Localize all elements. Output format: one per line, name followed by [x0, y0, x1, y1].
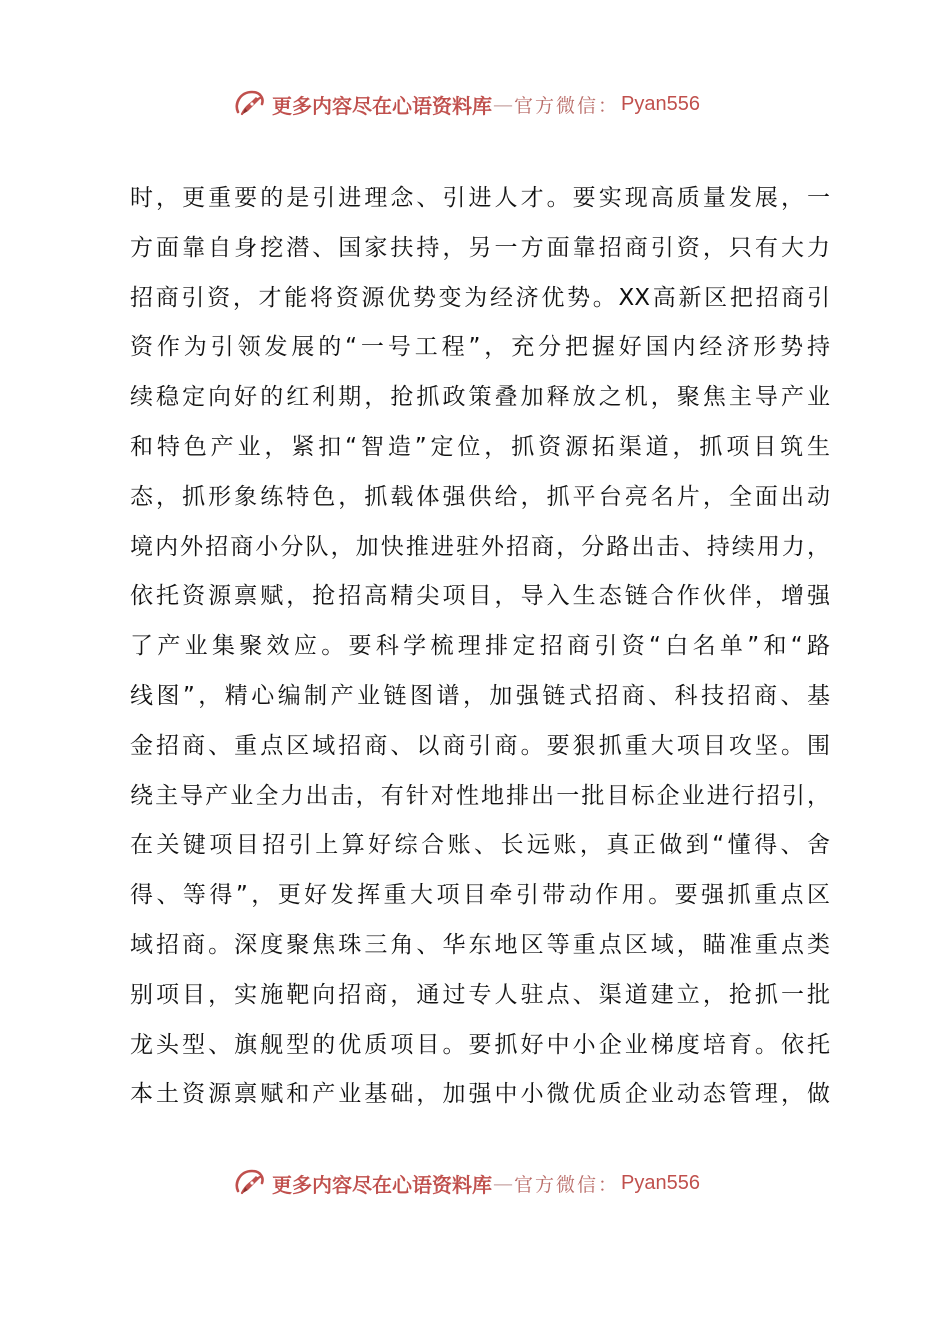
header-banner	[232, 84, 700, 124]
body-line: 续稳定向好的红利期，抢抓政策叠加释放之机，聚焦主导产业	[130, 384, 830, 411]
header-separator: —	[493, 92, 513, 116]
header-wechat-id: Pyan556	[621, 92, 700, 115]
body-line: 招商引资，才能将资源优势变为经济优势。XX高新区把招商引	[130, 284, 830, 311]
body-line: 依托资源禀赋，抢招高精尖项目，导入生态链合作伙伴，增强	[130, 583, 830, 610]
body-line: 线图”，精心编制产业链图谱，加强链式招商、科技招商、基	[130, 682, 830, 709]
pen-swirl-logo-icon	[232, 1165, 268, 1201]
document-body	[130, 174, 830, 1120]
body-line: 时，更重要的是引进理念、引进人才。要实现高质量发展，一	[130, 185, 830, 211]
body-line: 了产业集聚效应。要科学梳理排定招商引资“白名单”和“路	[130, 633, 830, 660]
pen-swirl-logo-icon	[232, 86, 268, 122]
body-line: 绕主导产业全力出击，有针对性地排出一批目标企业进行招引，	[130, 782, 830, 809]
body-line: 金招商、重点区域招商、以商引商。要狠抓重大项目攻坚。围	[130, 732, 830, 759]
footer-banner	[232, 1163, 700, 1203]
body-line: 方面靠自身挖潜、国家扶持，另一方面靠招商引资，只有大力	[130, 234, 830, 261]
body-line: 别项目，实施靶向招商，通过专人驻点、渠道建立，抢抓一批	[130, 981, 830, 1008]
body-line: 得、等得”，更好发挥重大项目牵引带动作用。要强抓重点区	[130, 882, 830, 909]
body-line: 域招商。深度聚焦珠三角、华东地区等重点区域，瞄准重点类	[130, 931, 830, 958]
body-line: 龙头型、旗舰型的优质项目。要抓好中小企业梯度培育。依托	[130, 1031, 830, 1058]
footer-wechat-label: 官方微信：	[514, 1173, 620, 1196]
body-line: 在关键项目招引上算好综合账、长远账，真正做到“懂得、舍	[130, 832, 830, 859]
body-line: 态，抓形象练特色，抓载体强供给，抓平台亮名片，全面出动	[130, 483, 830, 510]
footer-wechat-id: Pyan556	[621, 1171, 700, 1194]
body-line: 境内外招商小分队，加快推进驻外招商，分路出击、持续用力，	[130, 533, 830, 560]
footer-separator: —	[493, 1171, 513, 1195]
body-line: 本土资源禀赋和产业基础，加强中小微优质企业动态管理，做	[130, 1081, 830, 1108]
header-wechat-label: 官方微信：	[514, 94, 620, 117]
body-line: 和特色产业，紧扣“智造”定位，抓资源拓渠道，抓项目筑生	[130, 433, 830, 460]
footer-title: 更多内容尽在心语资料库	[272, 1172, 492, 1197]
body-line: 资作为引领发展的“一号工程”，充分把握好国内经济形势持	[130, 334, 830, 361]
header-title: 更多内容尽在心语资料库	[272, 93, 492, 118]
